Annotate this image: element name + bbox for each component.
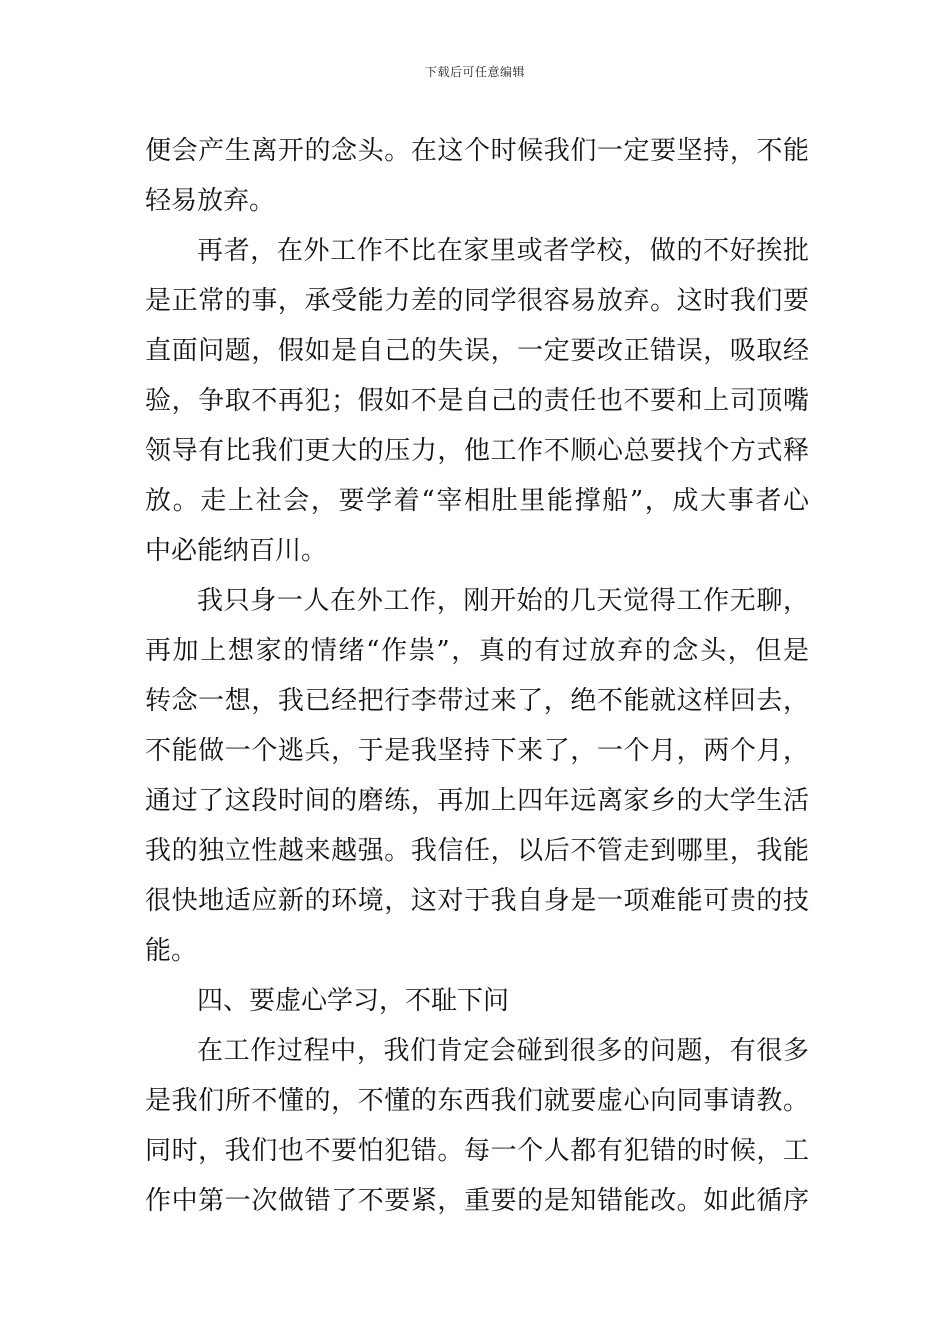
text-line: 我的独立性越来越强。我信任，以后不管走到哪里，我能: [145, 836, 809, 866]
text-line: 能。: [145, 936, 198, 966]
text-line: 放。走上社会，要学着“宰相肚里能撑船”，成大事者心: [145, 486, 809, 516]
text-line: 领导有比我们更大的压力，他工作不顺心总要找个方式释: [145, 436, 809, 466]
body-text: [145, 126, 809, 1226]
text-line: 不能做一个逃兵，于是我坚持下来了，一个月，两个月，: [145, 736, 809, 766]
text-line: 很快地适应新的环境，这对于我自身是一项难能可贵的技: [145, 886, 809, 916]
text-line: 我只身一人在外工作，刚开始的几天觉得工作无聊，: [197, 586, 809, 616]
text-line: 转念一想，我已经把行李带过来了，绝不能就这样回去，: [145, 686, 809, 716]
text-line: 再加上想家的情绪“作祟”，真的有过放弃的念头，但是: [145, 636, 809, 666]
text-line: 直面问题，假如是自己的失误，一定要改正错误，吸取经: [145, 336, 809, 366]
text-line: 是正常的事，承受能力差的同学很容易放弃。这时我们要: [145, 286, 809, 316]
text-line: 验，争取不再犯；假如不是自己的责任也不要和上司顶嘴: [145, 386, 809, 416]
page-header: 下载后可任意编辑: [424, 65, 525, 79]
text-line: 作中第一次做错了不要紧，重要的是知错能改。如此循序: [145, 1186, 809, 1216]
text-line: 四、要虚心学习，不耻下问: [197, 986, 510, 1016]
text-line: 是我们所不懂的，不懂的东西我们就要虚心向同事请教。: [145, 1086, 809, 1116]
text-line: 中必能纳百川。: [145, 536, 328, 566]
text-line: 再者，在外工作不比在家里或者学校，做的不好挨批: [197, 236, 809, 266]
text-line: 便会产生离开的念头。在这个时候我们一定要坚持，不能: [145, 136, 809, 166]
text-line: 同时，我们也不要怕犯错。每一个人都有犯错的时候，工: [145, 1136, 809, 1166]
text-line: 通过了这段时间的磨练，再加上四年远离家乡的大学生活: [145, 786, 809, 816]
text-line: 在工作过程中，我们肯定会碰到很多的问题，有很多: [197, 1036, 809, 1066]
text-line: 轻易放弃。: [145, 186, 276, 216]
